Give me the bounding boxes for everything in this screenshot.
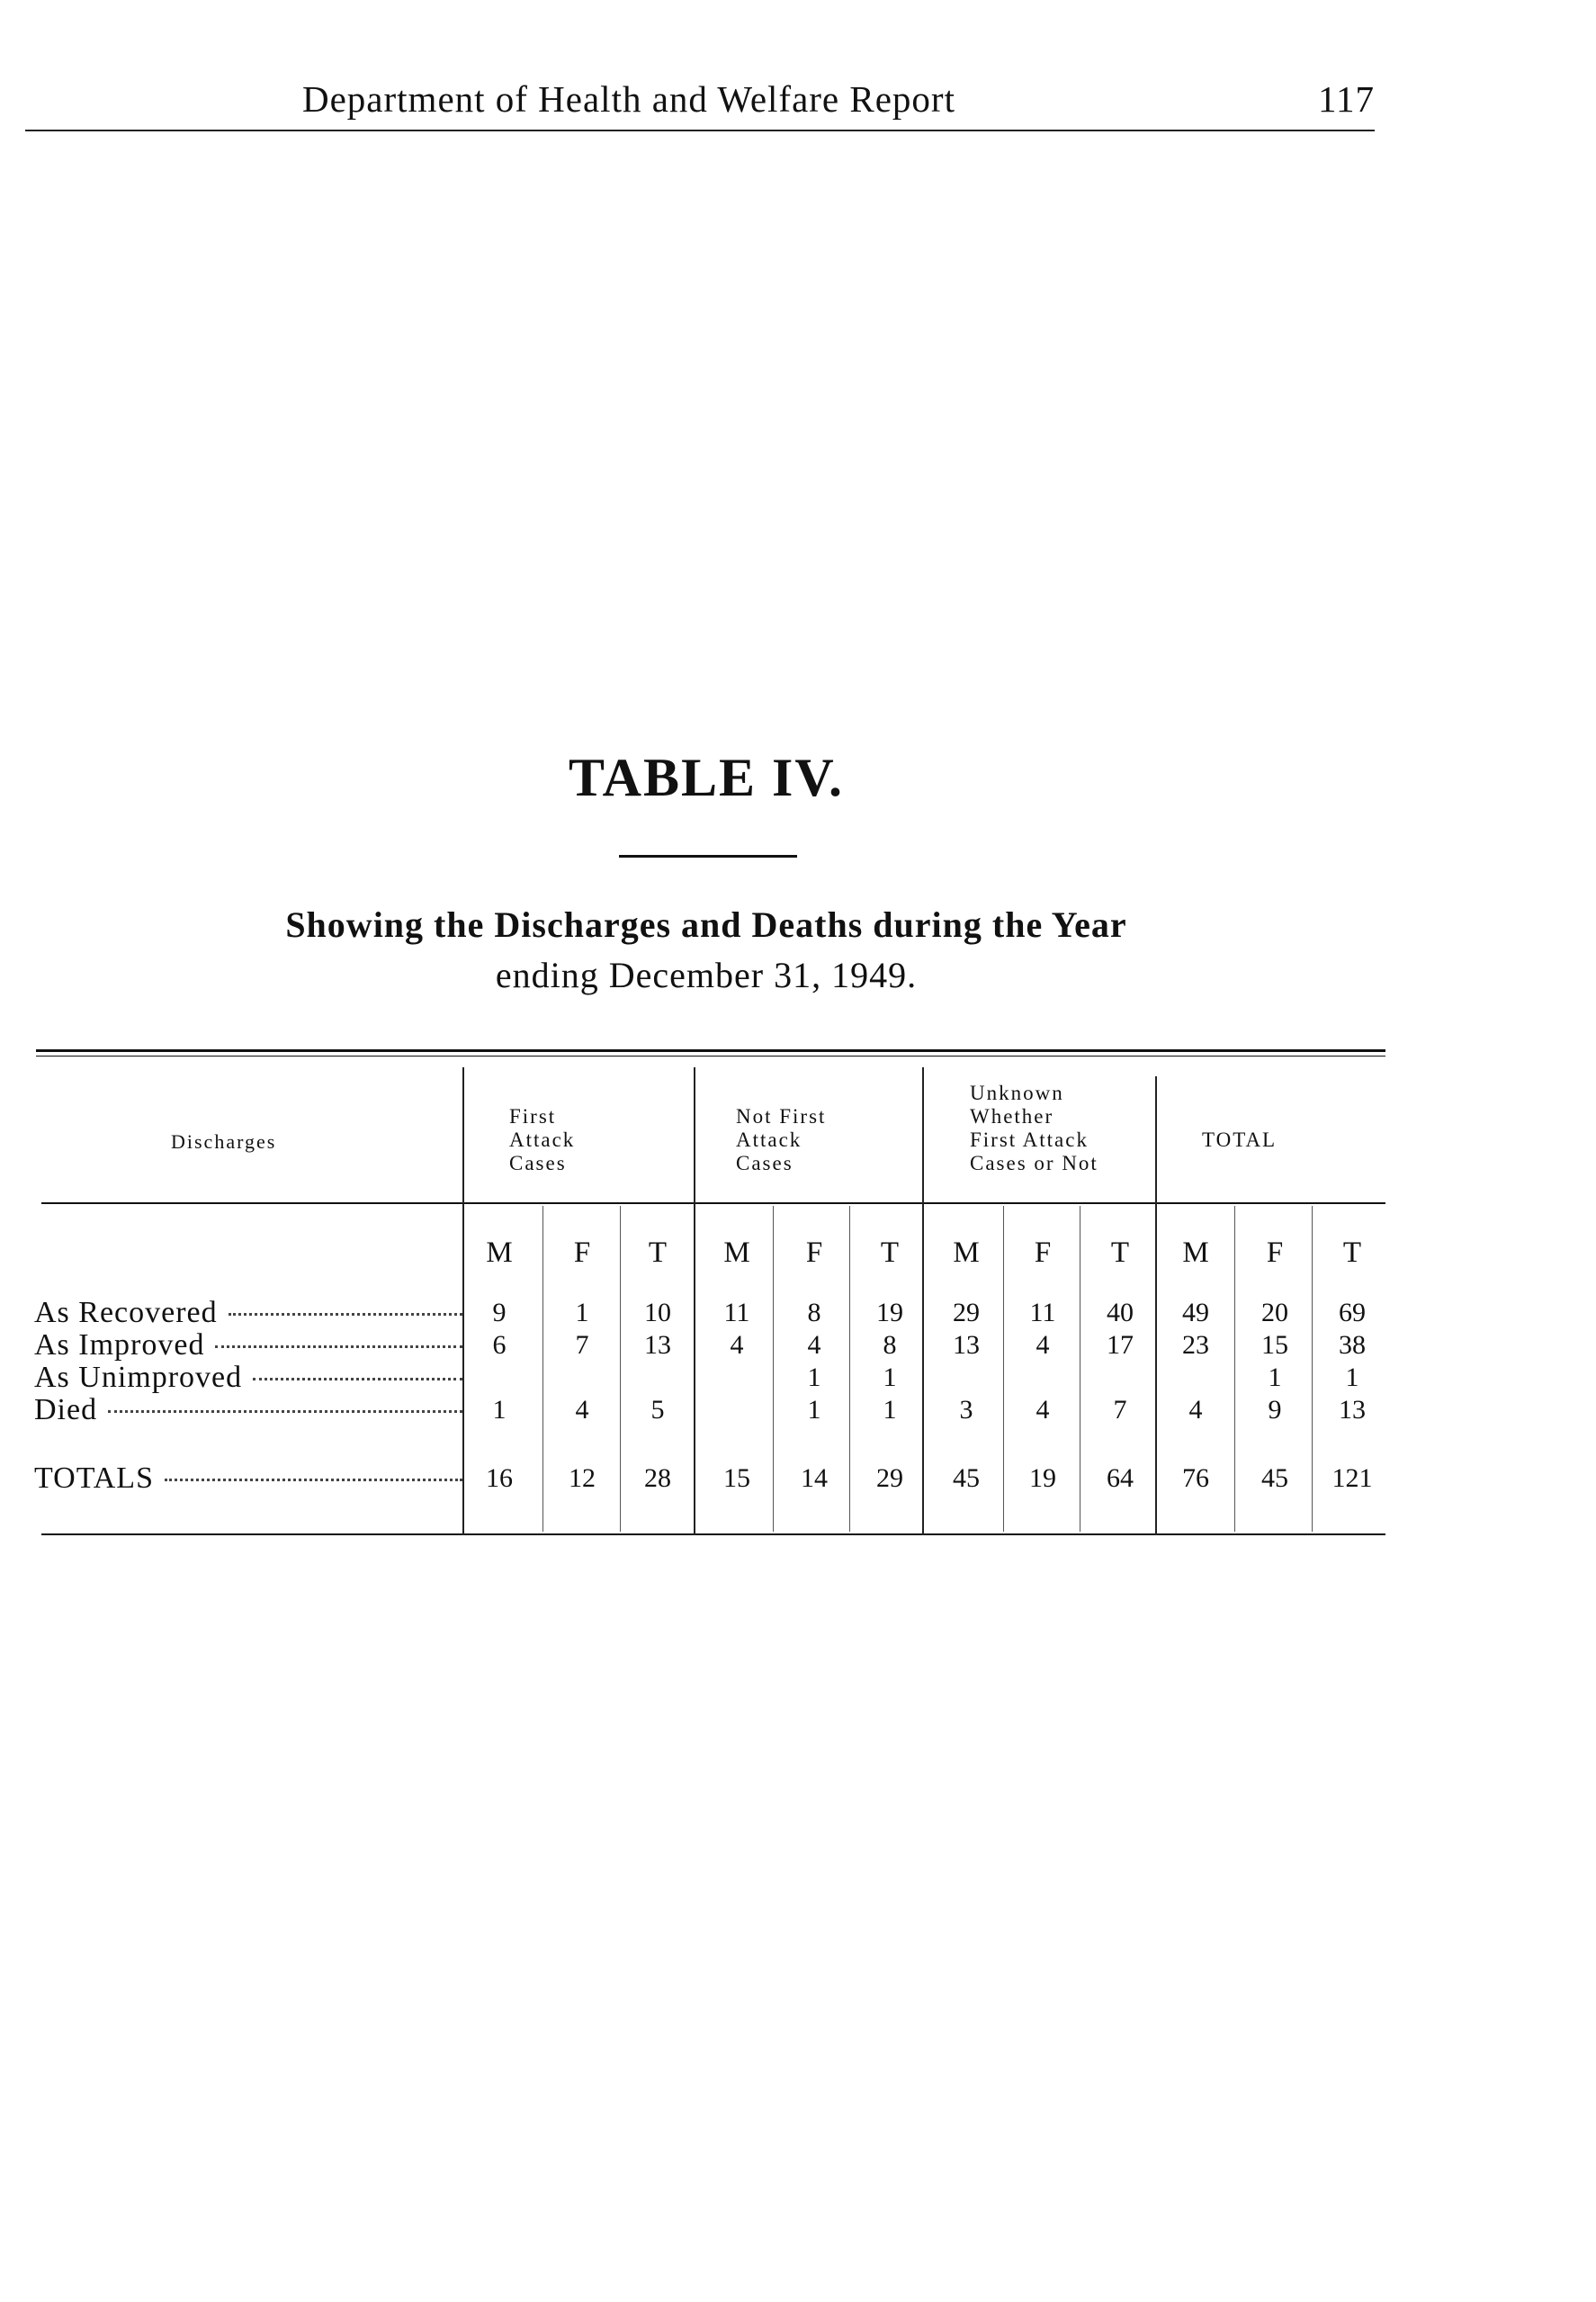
table-bottom-rule [41, 1533, 1385, 1535]
table-cell: 1 [883, 1395, 897, 1425]
sub-column-header: F [805, 1236, 823, 1269]
row-label-text: TOTALS [34, 1461, 154, 1495]
table-cell: 11 [723, 1298, 750, 1327]
running-head [25, 77, 1375, 131]
title-rule [619, 855, 797, 858]
row-label-text: Died [34, 1393, 98, 1426]
table-cell: 11 [1029, 1298, 1056, 1327]
table-cell: 28 [644, 1463, 671, 1493]
table-cell: 10 [644, 1298, 671, 1327]
table-cell: 5 [650, 1395, 665, 1425]
sub-column-header: T [1342, 1236, 1362, 1269]
row-label [34, 1461, 462, 1496]
table-cell: 76 [1182, 1463, 1209, 1493]
table-title: TABLE IV. [569, 748, 844, 807]
table-cell: 38 [1339, 1330, 1366, 1360]
group-header-unknown: Unknown Whether First Attack Cases or Not [970, 1082, 1098, 1174]
table-cell: 23 [1182, 1330, 1209, 1360]
sub-column-header: T [1110, 1236, 1130, 1269]
table-cell: 1 [1268, 1362, 1282, 1392]
column-divider [1234, 1206, 1235, 1532]
table-cell: 4 [575, 1395, 589, 1425]
table-cell: 19 [1029, 1463, 1056, 1493]
row-label [34, 1328, 462, 1362]
stub-header: Discharges [171, 1130, 277, 1153]
table-cell: 1 [492, 1395, 507, 1425]
header-divider-rule [41, 1202, 1385, 1204]
table-cell: 45 [1261, 1463, 1288, 1493]
table-cell: 20 [1261, 1298, 1288, 1327]
table-cell: 4 [1188, 1395, 1203, 1425]
table-cell: 4 [807, 1330, 821, 1360]
table-cell: 69 [1339, 1298, 1366, 1327]
row-label [34, 1361, 462, 1395]
dot-leader [215, 1345, 462, 1348]
sub-column-header: M [1182, 1236, 1209, 1269]
dot-leader [165, 1479, 462, 1481]
table-cell: 1 [807, 1395, 821, 1425]
sub-column-header: M [953, 1236, 980, 1269]
table-cell: 13 [1339, 1395, 1366, 1425]
dot-leader [253, 1378, 462, 1380]
group-header-first-attack: First Attack Cases [509, 1105, 576, 1174]
table-cell: 7 [1113, 1395, 1127, 1425]
table-cell: 4 [1036, 1330, 1050, 1360]
table-cell: 8 [807, 1298, 821, 1327]
table-cell: 9 [1268, 1395, 1282, 1425]
table-cell: 1 [575, 1298, 589, 1327]
row-label [34, 1393, 462, 1427]
row-label-text: As Unimproved [34, 1361, 243, 1394]
row-label [34, 1296, 462, 1330]
table-cell: 19 [876, 1298, 903, 1327]
column-divider [542, 1206, 543, 1532]
table-cell: 4 [730, 1330, 744, 1360]
sub-column-header: F [573, 1236, 591, 1269]
table-cell: 45 [953, 1463, 980, 1493]
subtitle-line-1: Showing the Discharges and Deaths during the Year [285, 904, 1127, 945]
group-header-total: TOTAL [1202, 1129, 1278, 1151]
table-cell: 14 [801, 1463, 828, 1493]
table-cell: 8 [883, 1330, 897, 1360]
sub-column-header: T [880, 1236, 900, 1269]
table-cell: 15 [1261, 1330, 1288, 1360]
table-cell: 40 [1107, 1298, 1134, 1327]
table-cell: 49 [1182, 1298, 1209, 1327]
table-cell: 6 [492, 1330, 507, 1360]
table-cell: 16 [486, 1463, 513, 1493]
sub-column-header: F [1266, 1236, 1284, 1269]
table-cell: 17 [1107, 1330, 1134, 1360]
table-cell: 9 [492, 1298, 507, 1327]
table-cell: 64 [1107, 1463, 1134, 1493]
table-cell: 13 [953, 1330, 980, 1360]
table-cell: 1 [1345, 1362, 1359, 1392]
table-cell: 3 [959, 1395, 973, 1425]
table-cell: 1 [807, 1362, 821, 1392]
table-cell: 12 [569, 1463, 596, 1493]
table-subtitle [0, 900, 1412, 1001]
table-top-rule [36, 1049, 1385, 1052]
table-cell: 29 [876, 1463, 903, 1493]
table-top-rule-thin [36, 1056, 1385, 1057]
table-cell: 7 [575, 1330, 589, 1360]
sub-column-header: M [723, 1236, 750, 1269]
sub-column-header: M [486, 1236, 513, 1269]
running-title: Department of Health and Welfare Report [302, 78, 955, 120]
dot-leader [229, 1313, 462, 1316]
row-label-text: As Improved [34, 1328, 205, 1362]
table-cell: 121 [1331, 1463, 1373, 1493]
table-cell: 13 [644, 1330, 671, 1360]
subtitle-line-2: ending December 31, 1949. [495, 955, 918, 995]
sub-column-header: T [648, 1236, 668, 1269]
table-cell: 4 [1036, 1395, 1050, 1425]
page-number: 117 [1318, 78, 1375, 120]
group-header-not-first-attack: Not First Attack Cases [736, 1105, 827, 1174]
table-cell: 15 [723, 1463, 750, 1493]
sub-column-header: F [1034, 1236, 1052, 1269]
table-cell: 29 [953, 1298, 980, 1327]
row-label-text: As Recovered [34, 1296, 218, 1329]
table-cell: 1 [883, 1362, 897, 1392]
dot-leader [108, 1410, 462, 1413]
